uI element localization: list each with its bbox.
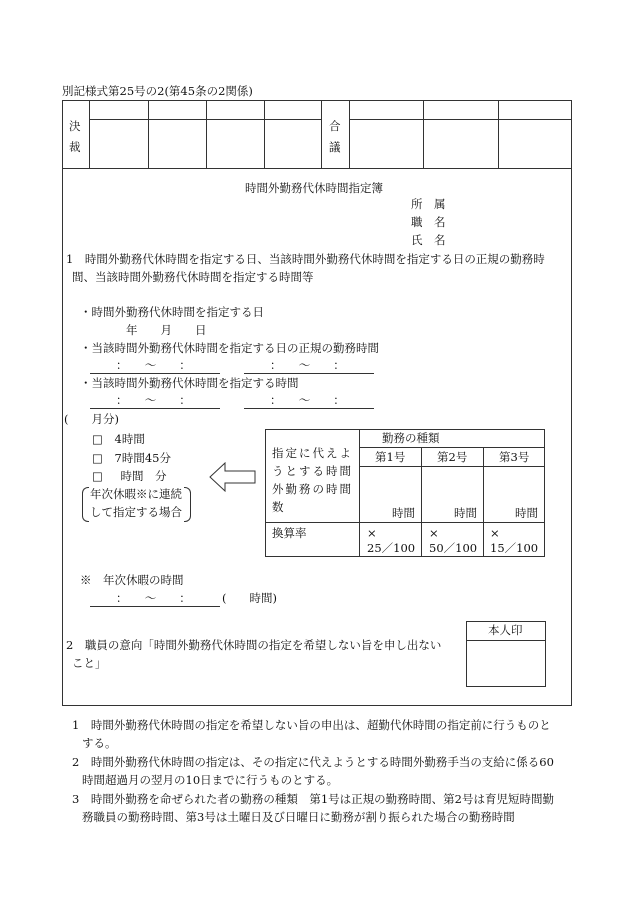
rate-mult-1: × <box>367 526 377 540</box>
month-label: ( 月分) <box>64 412 119 426</box>
designated-hours-label: ・当該時間外勤務代休時間を指定する時間 <box>80 376 299 390</box>
annual-leave-note-line2: して指定する場合 <box>90 505 182 519</box>
rate-value-1: 25／100 <box>367 541 416 555</box>
note-2-line1: 2 時間外勤務代休時間の指定は、その指定に代えようとする時間外勤務手当の支給に係る60 <box>72 755 554 769</box>
column-header-3: 第3号 <box>499 450 530 464</box>
approval-row-bottom <box>62 168 572 169</box>
regular-hours-label: ・当該時間外勤務代休時間を指定する日の正規の勤務時間 <box>80 341 379 355</box>
table-left-header-line: 数 <box>272 500 284 514</box>
brace-left <box>82 487 89 522</box>
hours-unit-1: 時間 <box>392 506 415 520</box>
hours-unit-2: 時間 <box>454 506 477 520</box>
rate-mult-3: × <box>490 526 500 540</box>
kessai-label-1: 決 <box>69 119 81 133</box>
column-header-2: 第2号 <box>437 450 468 464</box>
annual-leave-range: ： ～ ： <box>116 591 191 605</box>
table-left-header <box>272 444 353 516</box>
gougi-label-1: 合 <box>329 119 341 133</box>
designated-day-label: ・時間外勤務代休時間を指定する日 <box>80 305 264 319</box>
annual-leave-note-line1: 年次休暇※に連続 <box>90 487 182 501</box>
approval-divider <box>89 100 90 168</box>
table-divider <box>483 447 484 557</box>
note-2-line2: 時間超過月の翌月の10日までに行うものとする。 <box>82 773 339 787</box>
seal-label: 本人印 <box>488 623 523 637</box>
approval-divider <box>321 100 322 168</box>
approval-divider <box>349 100 350 168</box>
shozoku-label: 所 属 <box>411 197 446 211</box>
approval-divider <box>264 100 265 168</box>
note-3-line2: 務職員の勤務時間、第3号は土曜日及び日曜日に勤務が割り振られた場合の勤務時間 <box>82 810 515 824</box>
checkbox-icon: □ <box>92 432 103 446</box>
hours-unit-3: 時間 <box>515 506 538 520</box>
section1-heading-line2: 間、当該時間外勤務代休時間を指定する時間等 <box>72 270 314 284</box>
column-header-1: 第1号 <box>375 450 406 464</box>
table-divider <box>265 522 545 523</box>
approval-divider <box>423 100 424 168</box>
table-left-header-line: 指定に代えよ <box>272 446 353 460</box>
annual-leave-range-line <box>90 606 220 607</box>
annual-leave-hours: ( 時間) <box>222 591 277 605</box>
form-id: 別記様式第25号の2(第45条の2関係) <box>62 84 253 98</box>
table-divider <box>359 466 545 467</box>
checkbox-icon: □ <box>92 451 103 465</box>
kessai-label-2: 裁 <box>69 140 81 154</box>
annual-leave-label: ※ 年次休暇の時間 <box>80 573 184 587</box>
regular-hours-range-1-line <box>90 373 220 374</box>
table-divider <box>359 447 545 448</box>
page-title: 時間外勤務代休時間指定簿 <box>245 181 383 195</box>
designated-date-field: 年 月 日 <box>126 323 207 337</box>
rate-value-3: 15／100 <box>490 541 539 555</box>
kind-header: 勤務の種類 <box>382 431 440 445</box>
gougi-label-2: 議 <box>329 140 341 154</box>
seal-divider <box>466 640 546 641</box>
shimei-label: 氏 名 <box>411 233 446 247</box>
kessai-header-line <box>89 119 321 120</box>
section2-line2: こと」 <box>72 656 107 670</box>
brace-right <box>184 487 191 522</box>
table-left-header-line: 外勤務の時間 <box>272 482 353 496</box>
designated-hours-range-2: ： ～ ： <box>270 393 345 407</box>
designated-hours-range-2-line <box>244 408 374 409</box>
rate-label: 換算率 <box>272 526 307 540</box>
shokumei-label: 職 名 <box>411 215 446 229</box>
checkbox-custom[interactable] <box>92 471 167 483</box>
section1-heading-line1: 1 時間外勤務代休時間を指定する日、当該時間外勤務代休時間を指定する日の正規の勤務時 <box>66 252 545 266</box>
regular-hours-range-2: ： ～ ： <box>270 358 345 372</box>
checkbox-custom-label: 時間 分 <box>120 469 167 483</box>
left-arrow-icon <box>209 462 256 492</box>
checkbox-icon: □ <box>92 469 103 483</box>
section2-line1: 2 職員の意向「時間外勤務代休時間の指定を希望しない旨を申し出ない <box>66 638 442 652</box>
approval-divider <box>148 100 149 168</box>
rate-mult-2: × <box>429 526 439 540</box>
designated-hours-range-1: ： ～ ： <box>116 393 191 407</box>
note-1-line1: 1 時間外勤務代休時間の指定を希望しない旨の申出は、超勤代休時間の指定前に行うものと <box>72 718 551 732</box>
checkbox-4h-label: 4時間 <box>114 432 145 446</box>
gougi-header-line <box>349 119 572 120</box>
rate-value-2: 50／100 <box>429 541 478 555</box>
table-left-header-line: うとする時間 <box>272 464 353 478</box>
checkbox-4h[interactable] <box>92 434 145 446</box>
regular-hours-range-2-line <box>244 373 374 374</box>
note-3-line1: 3 時間外勤務を命ぜられた者の勤務の種類 第1号は正規の勤務時間、第2号は育児短時間勤 <box>72 792 554 806</box>
approval-divider <box>498 100 499 168</box>
table-divider <box>359 429 360 557</box>
note-1-line2: する。 <box>82 736 117 750</box>
regular-hours-range-1: ： ～ ： <box>116 358 191 372</box>
designated-hours-range-1-line <box>90 408 220 409</box>
checkbox-7h45[interactable] <box>92 453 171 465</box>
table-divider <box>421 447 422 557</box>
approval-divider <box>206 100 207 168</box>
checkbox-7h45-label: 7時間45分 <box>114 451 171 465</box>
